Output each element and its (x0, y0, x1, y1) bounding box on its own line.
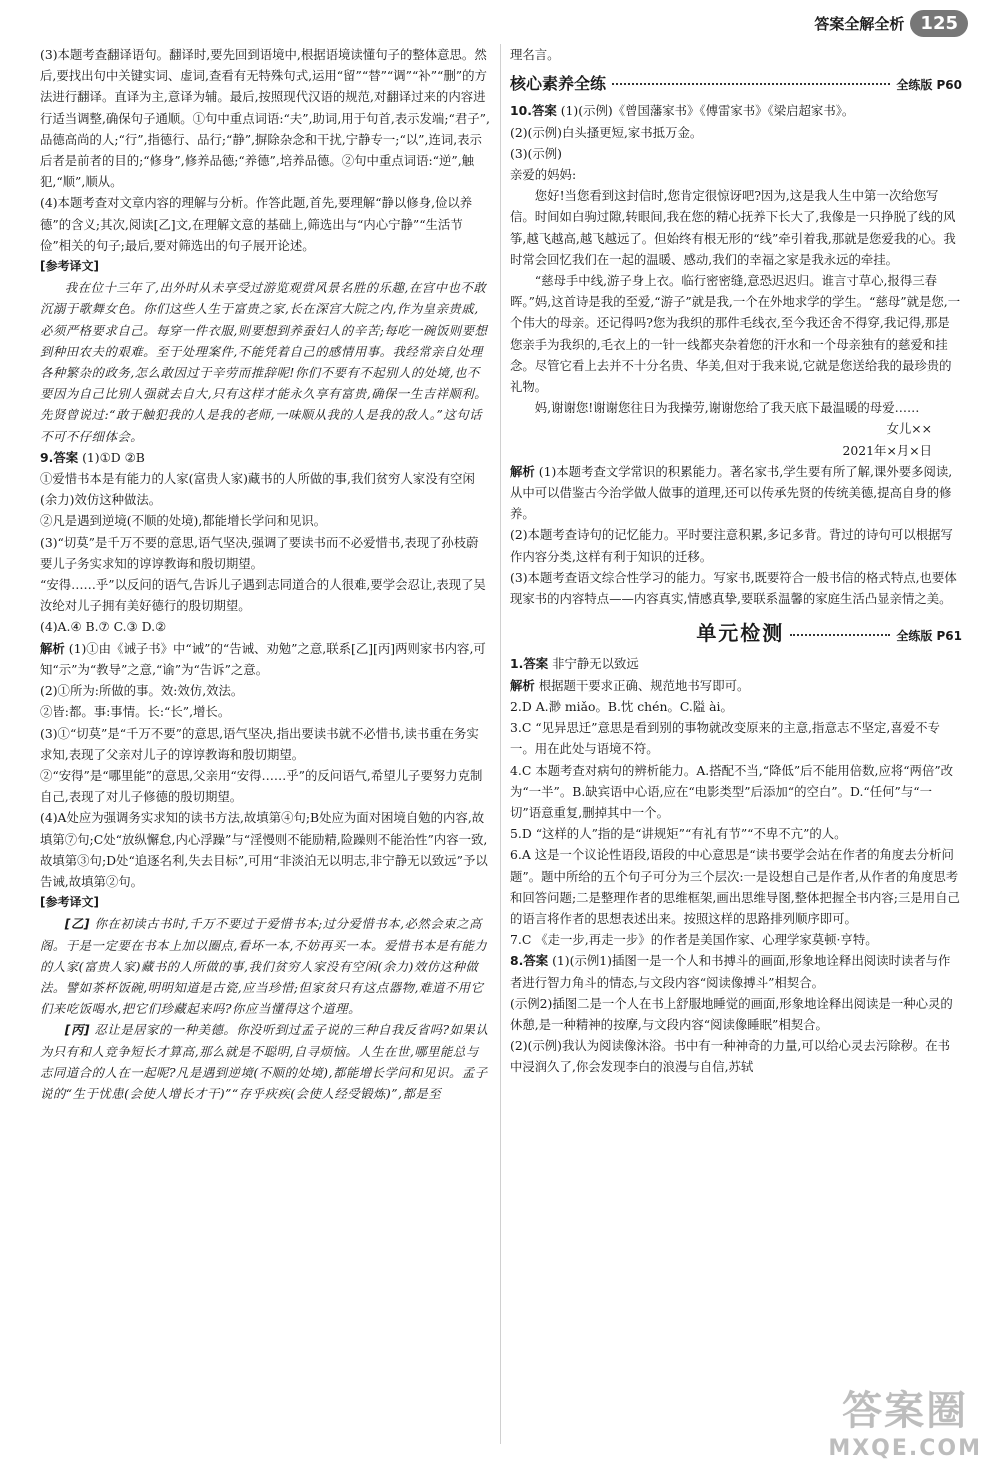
bing-text: 忍让是居家的一种美德。你没听到过孟子说的三种自我反省吗?如果认为只有和人竞争短长才算高,那么就是不聪明,自寻烦恼。人生在世,哪里能总与志同道合的人在一起呢?凡是遇到逆境(不顺的处境),都能增长学问和见识。孟子说的“生于忧患(会使人增长才干)”“存乎疢疾(会使人经受锻炼)”,都是至 (40, 1022, 489, 1101)
q10-analysis-text-1: (1)本题考查文学常识的积累能力。著名家书,学生要有所了解,课外要多阅读,从中可以借鉴古今治学做人做事的道理,还可以传承先贤的传统美德,提高自身的修养。 (510, 463, 953, 522)
u8-head: 8.答案 (510, 953, 549, 969)
section-unit-leader (790, 634, 890, 636)
q10-part3: (3)(示例) (510, 145, 563, 161)
section-core-title: 核心素养全练 (510, 74, 607, 94)
section-core-ref: 全练版 P60 (896, 78, 962, 93)
q10-analysis-1 (510, 461, 962, 525)
yi-text: 你在初读古书时,千万不要过于爱惜书本;过分爱惜书本,必然会束之高阁。于是一定要在书本上加以圈点,看坏一本,不妨再买一本。爱惜书本是有能力的人家(富贵人家)藏书的人所做的事,我们贫穷人家没有空闲(余力)效仿这种做法。譬如茶杯饭碗,明明知道是古瓷,应当珍惜;但家贫只有这点器物,难道不用它们来吃饭喝水,把它们珍藏起来吗?你应当懂得这个道理。 (40, 916, 488, 1017)
u8-part2: (示例2)插图二是一个人在书上舒服地睡觉的画面,形象地诠释出阅读是一种心灵的休憩,是一种精神的按摩,与文段内容“阅读像睡眠”相契合。 (510, 995, 953, 1032)
translation2-label: [参考译文] (40, 895, 99, 910)
section-unit-test (510, 623, 962, 647)
u8-part3: (2)(示例)我认为阅读像沐浴。书中有一种神奇的力量,可以给心灵去污除秽。在书中浸润久了,你会发现李白的浪漫与自信,苏轼 (510, 1038, 951, 1075)
q10-analysis-3: (3)本题考查语文综合性学习的能力。写家书,既要符合一般书信的格式特点,也要体现家书的内容特点——内容真实,情感真挚,要联系温馨的家庭生活凸显亲情之美。 (510, 569, 957, 607)
right-column (510, 44, 962, 1078)
yi-label: [乙] (64, 916, 91, 932)
analysis-item-3: ②皆:都。事:事情。长:“长”,增长。 (40, 704, 231, 720)
header-title: 答案全解全析 (814, 14, 905, 33)
bing-label: [丙] (64, 1022, 91, 1038)
u5-item: 5.D “这样的人”指的是“讲规矩”“有礼有节”“不卑不亢”的人。 (510, 826, 847, 842)
u3-item: 3.C “见异思迁”意思是看到别的事物就改变原来的主意,指意志不坚定,喜爱不专一。用在此处与语境不符。 (510, 720, 940, 757)
u1-analysis-label: 解析 (510, 677, 535, 693)
q9-head: 9.答案 (40, 449, 79, 465)
column-divider (500, 44, 501, 1444)
continued-text: 理名言。 (510, 47, 560, 62)
q8-part4: (4)本题考查对文章内容的理解与分析。作答此题,首先,要理解“静以修身,俭以养德”的含义;其次,阅读[乙]文,在理解文意的基础上,筛选出与“内心宁静”“生活节俭”相关的句子;最后,要对筛选出的句子展开论述。 (40, 195, 473, 253)
q9-item-3: (3)“切莫”是千万不要的意思,语气坚决,强调了要读书而不必爱惜书,表现了孙枝蔚要儿子务实求知的谆谆教诲和殷切期望。 (40, 534, 479, 571)
u7-item: 7.C 《走一步,再走一步》的作者是美国作家、心理学家莫顿·亨特。 (510, 932, 878, 948)
analysis-label: 解析 (40, 640, 65, 656)
section-unit-title: 单元检测 (696, 621, 785, 646)
analysis-item-2: (2)①所为:所做的事。效:效仿,效法。 (40, 683, 244, 699)
watermark-line-2: MXQE.COM (828, 1436, 982, 1461)
q10-part1: (1)(示例)《曾国藩家书》《傅雷家书》《梁启超家书》。 (560, 103, 855, 119)
u1-analysis: 根据题干要求正确、规范地书写即可。 (538, 677, 750, 693)
u8-part1: (1)(示例1)插图一是一个人和书搏斗的画面,形象地诠释出阅读时读者与作者进行智力角斗的情态,与文段内容“阅读像搏斗”相契合。 (510, 953, 951, 990)
section-core-literacy (510, 73, 962, 96)
u1-head: 1.答案 (510, 656, 549, 672)
letter-signature: 女儿×× (886, 421, 932, 437)
letter-paragraph-2: “慈母手中线,游子身上衣。临行密密缝,意恐迟迟归。谁言寸草心,报得三春晖。”妈,这首诗是我的至爱,“游子”就是我,一个在外地求学的学生。“慈母”就是您,一个伟大的母亲。还记得吗?您为我织的那件毛线衣,至今我还舍不得穿,我记得,那是您亲手为我织的,毛衣上的一针一线都夹杂着您的汗水和一个母亲独有的慈爱和挂念。尽管它看上去并不十分名贵、华美,但对于我来说,它就是您送给我的最珍贵的礼物。 (510, 273, 961, 395)
section-core-leader (612, 83, 890, 85)
left-column (40, 44, 490, 1104)
letter-greeting: 亲爱的妈妈: (510, 167, 577, 183)
u6-item: 6.A 这是一个议论性语段,语段的中心意思是“读书要学会站在作者的角度去分析问题”。题中所给的五个句子可分为三个层次:一是设想自己是作者,从作者的角度思考和回答问题;二是整理作者的思维框架,画出思维导图,整体把握全书内容;三是用自己的语言将作者的思想表述出来。按照这样的思路排列顺序即可。 (510, 847, 960, 926)
q10-analysis-2: (2)本题考查诗句的记忆能力。平时要注意积累,多记多背。背过的诗句可以根据写作内容分类,这样有利于知识的迁移。 (510, 527, 953, 564)
u2-item: 2.D A.渺 miǎo。B.忱 chén。C.隘 ài。 (510, 698, 733, 714)
q10-line-1 (510, 100, 962, 121)
q10-part2: (2)(示例)白头搔更短,家书抵万金。 (510, 124, 703, 140)
analysis-item-6: (4)A处应为强调务实求知的读书方法,故填第④句;B处应为面对困境自勉的内容,故填第⑦句;C处“放纵懈怠,内心浮躁”与“淫慢则不能励精,险躁则不能治性”内容一致,故填第③句;D处“追逐名利,失去目标”,可用“非淡泊无以明志,非宁静无以致远”予以告诫,故填第②句。 (40, 810, 488, 889)
page-number: 125 (910, 10, 968, 37)
site-watermark (828, 1379, 982, 1461)
translation-yi (40, 913, 490, 1019)
translation-label: [参考译文] (40, 259, 99, 274)
q9-answer-line (40, 447, 490, 468)
translation-text: 我在位十三年了,出外时从未享受过游览观赏风景名胜的乐趣,在宫中也不敢沉溺于歌舞女色。你们这些人生于富贵之家,长在深宫大院之内,作为皇亲贵戚,必须严格要求自己。每穿一件衣服,则要想到养蚕妇人的辛苦;每吃一碗饭则要想到种田农夫的艰难。至于处理案件,不能凭着自己的感情用事。我经常亲自处理各种繁杂的政务,怎么敢因过于辛劳而推辞呢!你们不要有不起别人的处境,也不要因为自己比别人强就去自大,只有这样才能永久享有富贵,确保一生吉祥顺利。先贤曾说过:“敢于触犯我的人是我的老师,一味顺从我的人是我的敌人。”这句话不可不仔细体会。 (40, 280, 488, 444)
section-unit-ref: 全练版 P61 (896, 629, 962, 644)
analysis-item-4: (3)①“切莫”是“千万不要”的意思,语气坚决,指出要读书就不必惜书,读书重在务实求知,表现了父亲对儿子的谆谆教诲和殷切期望。 (40, 725, 479, 762)
page-header (814, 6, 968, 40)
q10-head: 10.答案 (510, 103, 557, 119)
u1-answer: 非宁静无以致远 (552, 656, 639, 672)
u1-answer-line (510, 653, 962, 674)
u1-analysis-line (510, 675, 962, 696)
q9-item-2: ②凡是遇到逆境(不顺的处境),都能增长学问和见识。 (40, 513, 327, 529)
analysis-item-1: (1)①由《诫子书》中“诫”的“告诫、劝勉”之意,联系[乙][丙]两则家书内容,可知“示”为“教导”之意,“谕”为“告诉”之意。 (40, 640, 486, 677)
q9-item-5: (4)A.④ B.⑦ C.③ D.② (40, 619, 167, 635)
q9-answer: (1)①D ②B (82, 449, 145, 465)
letter-date: 2021年×月×日 (842, 442, 932, 458)
q9-item-4: “安得……乎”以反问的语气,告诉儿子遇到志同道合的人很难,要学会忍让,表现了吴汝纶对儿子拥有美好德行的殷切期望。 (40, 577, 486, 614)
q10-analysis-label: 解析 (510, 463, 535, 479)
q9-item-1: ①爱惜书本是有能力的人家(富贵人家)藏书的人所做的事,我们贫穷人家没有空闲(余力)效仿这种做法。 (40, 471, 475, 508)
letter-paragraph-1: 您好!当您看到这封信时,您肯定很惊讶吧?因为,这是我人生中第一次给您写信。时间如白驹过隙,转眼间,我在您的精心抚养下长大了,我像是一只挣脱了线的风筝,越飞越高,越飞越远了。但始终有根无形的“线”牵引着我,那就是您爱我的心。我时常会回忆我们在一起的温暖、感动,我们的幸福之家是我永远的牵挂。 (510, 188, 956, 267)
watermark-line-1: 答案圈 (842, 1388, 969, 1434)
analysis-item-5: ②“安得”是“哪里能”的意思,父亲用“安得……乎”的反问语气,希望儿子要努力克制自己,表现了对儿子修德的殷切期望。 (40, 767, 483, 805)
q8-part3: (3)本题考查翻译语句。翻译时,要先回到语境中,根据语境读懂句子的整体意思。然后,要找出句中关键实词、虚词,查看有无特殊句式,运用“留”“替”“调”“补”“删”的方法进行翻译。直译为主,意译为辅。最后,按照现代汉语的规范,对翻译过来的内容进行适当调整,确保句子通顺。①句中重点词语:“夫”,助词,用于句首,表示发端;“君子”,品德高尚的人;“行”,指德行、品行;“静”,摒除杂念和干扰,宁静专一;“以”,连词,表示后者是前者的目的;“修身”,修养品德;“养德”,培养品德。②句中重点词语:“逆”,触犯,“顺”,顺从。 (40, 47, 490, 190)
translation-bing (40, 1019, 490, 1104)
u8-line-1 (510, 950, 962, 992)
letter-paragraph-3: 妈,谢谢您!谢谢您往日为我操劳,谢谢您给了我天底下最温暖的母爱…… (534, 400, 920, 416)
analysis-line-1 (40, 638, 490, 680)
u4-item: 4.C 本题考查对病句的辨析能力。A.搭配不当,“降低”后不能用倍数,应将“两倍”改为“一半”。B.缺宾语中心语,应在“电影类型”后添加“的空白”。D.“任何”与“一切”语意重复,删掉其中一个。 (510, 762, 954, 820)
